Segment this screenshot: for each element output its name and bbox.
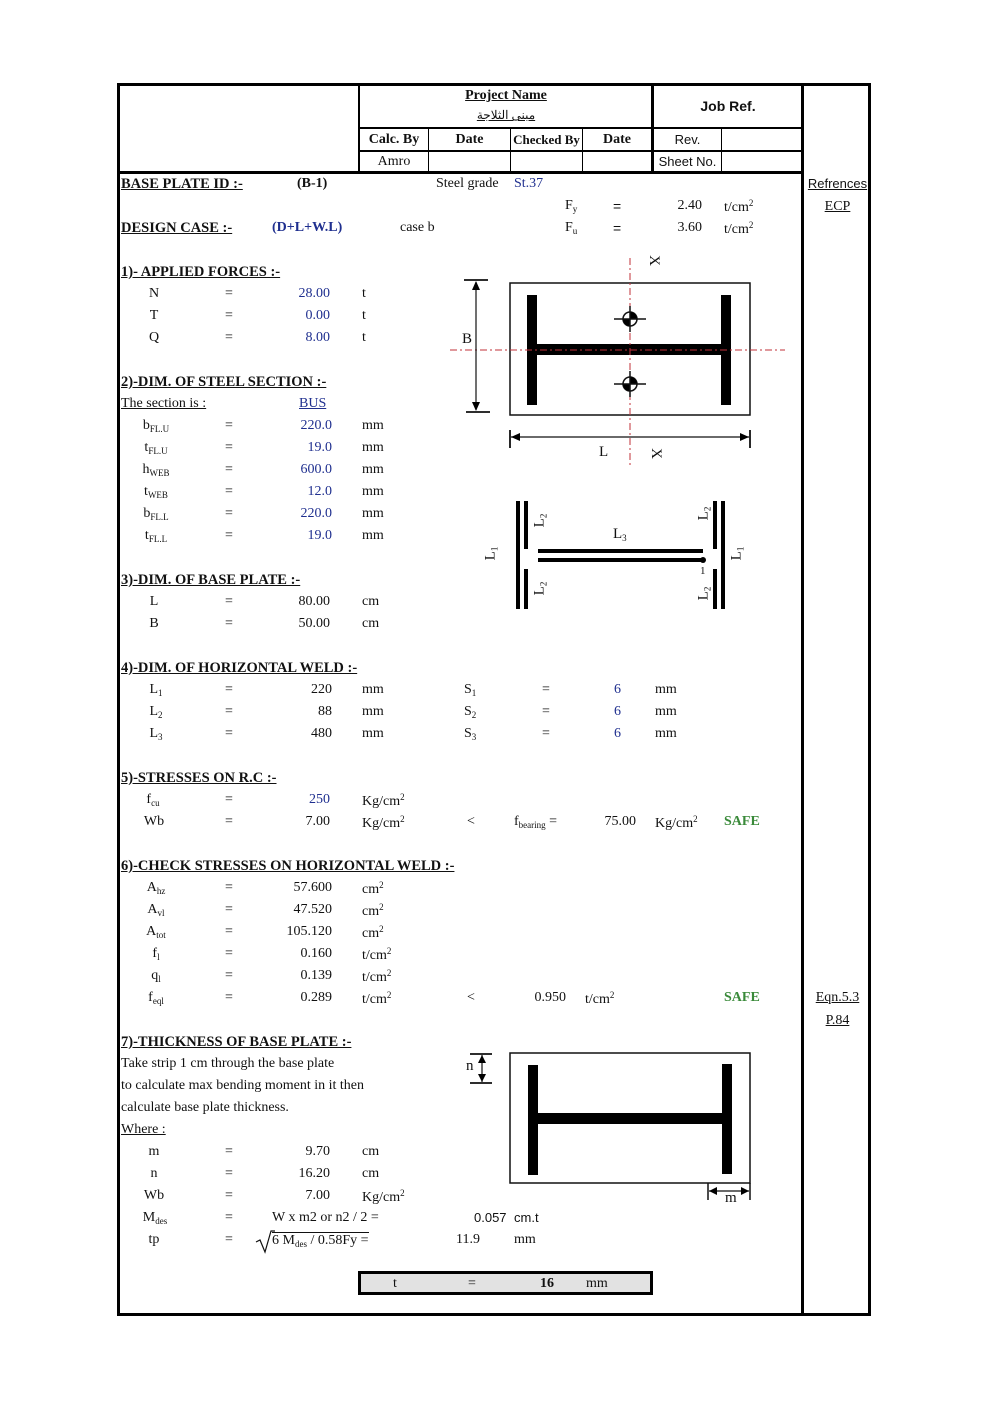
unit: mm [362,528,384,543]
reference-item: Eqn.5.3 [815,990,860,1005]
m-symbol: m [148,1144,160,1159]
project-name-label: Project Name [465,88,547,103]
weld-line-l3 [538,549,703,553]
equals-sign: = [225,462,233,477]
equals-sign: = [225,418,233,433]
arrow-left-icon [511,433,520,441]
result-thickness-box [358,1271,653,1295]
calc-by-value[interactable]: Amro [377,154,411,169]
unit: mm [362,484,384,499]
equals-sign: = [225,726,233,741]
date-label: Date [603,132,631,147]
web [538,1113,722,1124]
fcu-symbol: $f_{cu}$ [146,792,160,808]
section-type-value[interactable]: BUS [299,396,327,411]
steel-grade-value[interactable]: St.37 [514,176,544,191]
unit: mm [655,726,677,741]
symbol: $L_3$ [149,726,163,742]
weld-line-l1-left [516,501,520,609]
throat-symbol: $S_2$ [464,704,477,720]
arrow-right-icon [740,433,749,441]
symbol: $b_{FL.U}$ [142,418,170,434]
throat-value[interactable]: 6 [614,682,621,697]
value[interactable]: 220.0 [300,506,332,521]
equals-sign: = [225,484,233,499]
equals-sign: = [542,682,550,697]
equals-sign: = [542,726,550,741]
unit: $Kg/cm^2$ [362,1188,405,1205]
equals-sign: = [225,330,233,345]
equals-sign: = [225,968,233,983]
l3-label: $L_3$ [613,526,627,543]
cell-divider [721,128,722,172]
anchor-bolt-icon [614,306,646,332]
value: 0.139 [300,968,332,983]
design-case-value[interactable]: (D+L+W.L) [272,220,343,235]
force-unit: t [362,330,366,345]
dimension-m-label: m [725,1190,737,1206]
plate-dim-symbol: B [149,616,159,631]
unit: $cm^2$ [362,902,384,919]
symbol: $b_{FL.L}$ [143,506,169,522]
unit: cm [362,1144,380,1159]
date-label: Date [455,132,484,147]
design-case-label: DESIGN CASE :- [121,220,233,236]
wb-value: 7.00 [305,814,330,829]
fu-unit: $t/cm^2$ [724,220,754,237]
unit: cm [362,594,380,609]
l1-label-left: $L_1$ [482,546,500,561]
value: 105.120 [286,924,332,939]
unit: cm [362,1166,380,1181]
flange-right [722,1064,732,1174]
plate-length-value: 80.00 [298,594,330,609]
equals-sign: = [225,814,233,829]
l1-label-right: $L_1$ [728,546,746,561]
equals-sign: = [225,1166,233,1181]
header-divider [358,150,802,152]
unit: mm [362,704,384,719]
sheet-no-label: Sheet No. [658,154,717,169]
symbol: $L_2$ [149,704,163,720]
weld-line-l3 [538,558,703,562]
unit: $cm^2$ [362,924,384,941]
unit: mm [362,440,384,455]
l2-label: $L_2$ [695,586,713,601]
mdes-formula: W x m2 or n2 / 2 = [272,1210,379,1225]
reference-item: ECP [824,199,851,214]
weld-line-l2 [524,501,528,549]
force-value[interactable]: 8.00 [305,330,330,345]
mdes-symbol: $M_{des}$ [142,1210,168,1226]
flange-left [528,1065,538,1175]
unit: $t/cm^2$ [362,990,392,1007]
symbol: $A_{vl}$ [147,902,165,918]
section-thickness-title: 7)-THICKNESS OF BASE PLATE :- [121,1034,352,1050]
section-steel-dims-title: 2)-DIM. OF STEEL SECTION :- [121,374,327,390]
throat-symbol: $S_3$ [464,726,477,742]
throat-value[interactable]: 6 [614,726,621,741]
anchor-bolt-icon [614,371,646,397]
result-symbol: t [393,1276,397,1291]
value: 220 [311,682,332,697]
arrow-down-icon [478,1074,486,1082]
equals-sign: = [225,990,233,1005]
value: 0.289 [300,990,332,1005]
unit: mm [362,726,384,741]
tp-formula: 6 $M_{des} / 0.58Fy$ = [272,1233,369,1249]
m-value: 9.70 [305,1144,330,1159]
axis-x-label: X [645,255,662,266]
equals-sign: = [225,682,233,697]
value: 480 [311,726,332,741]
equals-sign: = [225,880,233,895]
tp-value: 11.9 [456,1232,480,1247]
value[interactable]: 12.0 [307,484,332,499]
equals-sign: = [468,1276,476,1291]
base-plate-id-value: (B-1) [297,176,328,191]
dimension-l-label: L [599,444,609,460]
header-bottom-border [117,171,804,174]
wb-symbol: Wb [143,814,165,829]
job-ref-label: Job Ref. [700,98,756,114]
force-unit: t [362,308,366,323]
f-bearing-symbol: $f_{bearing}$ = [514,814,558,830]
equals-sign: = [225,902,233,917]
symbol: $t_{FL.U}$ [144,440,168,456]
fcu-value[interactable]: 250 [309,792,330,807]
result-thickness-value: 16 [540,1276,554,1291]
equals-sign: = [225,528,233,543]
symbol: $A_{tot}$ [146,924,166,940]
base-plate-id-label: BASE PLATE ID :- [121,176,243,192]
value: 47.520 [293,902,332,917]
description-text: calculate base plate thickness. [121,1100,289,1115]
unit: mm [362,506,384,521]
equals-sign: = [542,704,550,719]
l2-label: $L_2$ [531,581,549,596]
section-weld-dims-title: 4)-DIM. OF HORIZONTAL WELD :- [121,660,358,676]
equals-sign: = [225,1210,233,1225]
weld-line-l2 [713,501,717,549]
wb-unit: $Kg/cm^2$ [362,814,405,831]
dimension-b-label: B [462,331,473,347]
value[interactable]: 600.0 [300,462,332,477]
weld-line-l1-right [721,501,725,609]
plate-dim-symbol: L [149,594,159,609]
fy-value: 2.40 [677,198,702,213]
section-weld-check-title: 6)-CHECK STRESSES ON HORIZONTAL WELD :- [121,858,455,874]
project-name-value: مبنى الثلاجة [476,108,536,122]
symbol: $f_l$ [152,946,160,962]
equals-sign: = [225,704,233,719]
unit: mm [362,682,384,697]
arrow-up-icon [478,1055,486,1063]
equals-sign: = [613,198,622,214]
value: 88 [318,704,332,719]
fy-symbol: $F_y$ [565,198,578,214]
symbol: $f_{eql}$ [148,990,164,1006]
mdes-unit: cm.t [514,1210,539,1225]
weld-line-l2 [713,569,717,609]
equals-sign: = [613,220,622,236]
equals-sign: = [225,946,233,961]
equals-sign: = [225,1144,233,1159]
reference-item: P.84 [825,1013,850,1028]
arrow-down-icon [472,402,480,411]
force-symbol: N [148,286,160,301]
description-text: to calculate max bending moment in it then [121,1078,364,1093]
weld-allowable-unit: $t/cm^2$ [585,990,615,1007]
wb-symbol: Wb [143,1188,165,1203]
value[interactable]: 19.0 [307,528,332,543]
wb-value: 7.00 [305,1188,330,1203]
fcu-unit: $Kg/cm^2$ [362,792,405,809]
force-symbol: T [149,308,159,323]
base-plate-plan-diagram [440,250,800,470]
l2-label: $L_2$ [695,506,713,521]
equals-sign: = [225,1188,233,1203]
equals-sign: = [225,616,233,631]
equals-sign: = [225,506,233,521]
equals-sign: = [225,792,233,807]
case-text: case b [400,220,435,235]
fy-unit: $t/cm^2$ [724,198,754,215]
equals-sign: = [225,286,233,301]
n-value: 16.20 [298,1166,330,1181]
bearing-status-badge: SAFE [724,814,760,829]
weld-tick-label: 1 [700,565,706,577]
unit: mm [362,418,384,433]
n-symbol: n [150,1166,158,1181]
arrow-up-icon [472,281,480,290]
unit: $t/cm^2$ [362,946,392,963]
where-label: Where : [121,1122,166,1137]
equals-sign: = [225,594,233,609]
equals-sign: = [225,440,233,455]
rev-label: Rev. [674,132,701,147]
section-base-plate-title: 3)-DIM. OF BASE PLATE :- [121,572,301,588]
checked-by-label: Checked By [513,132,580,147]
value: 0.160 [300,946,332,961]
weld-status-badge: SAFE [724,990,760,1005]
l2-label: $L_2$ [531,513,549,528]
value[interactable]: 19.0 [307,440,332,455]
calc-by-label: Calc. By [368,132,420,147]
less-than-sign: < [467,990,475,1005]
arrow-left-icon [709,1187,717,1195]
force-symbol: Q [148,330,160,345]
force-value[interactable]: 0.00 [305,308,330,323]
axis-x-label: X [647,448,664,459]
weld-line-l2 [524,569,528,609]
cantilever-mn-diagram [460,1045,770,1210]
plate-width-value: 50.00 [298,616,330,631]
steel-grade-label: Steel grade [436,176,499,191]
tp-symbol: tp [148,1232,160,1247]
description-text: Take strip 1 cm through the base plate [121,1056,335,1071]
unit: mm [655,682,677,697]
value: 57.600 [293,880,332,895]
unit: $t/cm^2$ [362,968,392,985]
unit: mm [655,704,677,719]
fu-value: 3.60 [677,220,702,235]
f-bearing-value: 75.00 [604,814,636,829]
throat-value[interactable]: 6 [614,704,621,719]
force-unit: t [362,286,366,301]
fu-symbol: $F_u$ [565,220,578,236]
symbol: $h_{WEB}$ [142,462,170,478]
section-type-label: The section is : [121,396,207,411]
equals-sign: = [225,1232,233,1247]
arrow-right-icon [741,1187,749,1195]
references-title: Refrences [807,176,868,191]
mdes-value: 0.057 [474,1210,507,1225]
references-column-divider [801,83,804,1316]
weld-allowable-value: 0.950 [534,990,566,1005]
symbol: $t_{WEB}$ [144,484,168,500]
symbol: $L_1$ [149,682,163,698]
equals-sign: = [225,308,233,323]
symbol: $A_{hz}$ [146,880,166,896]
result-unit: mm [586,1276,608,1291]
unit: mm [514,1232,536,1247]
dimension-n-label: n [466,1058,474,1074]
unit: cm [362,616,380,631]
unit: $cm^2$ [362,880,384,897]
section-rc-stresses-title: 5)-STRESSES ON R.C :- [121,770,277,786]
symbol: $q_l$ [151,968,161,984]
force-value[interactable]: 28.00 [298,286,330,301]
equals-sign: = [225,924,233,939]
symbol: $t_{FL.L}$ [144,528,168,544]
section-applied-forces-title: 1)- APPLIED FORCES :- [121,264,281,280]
unit: mm [362,462,384,477]
throat-symbol: $S_1$ [464,682,477,698]
value[interactable]: 220.0 [300,418,332,433]
less-than-sign: < [467,814,475,829]
header-divider [358,127,802,129]
f-bearing-unit: $Kg/cm^2$ [655,814,698,831]
